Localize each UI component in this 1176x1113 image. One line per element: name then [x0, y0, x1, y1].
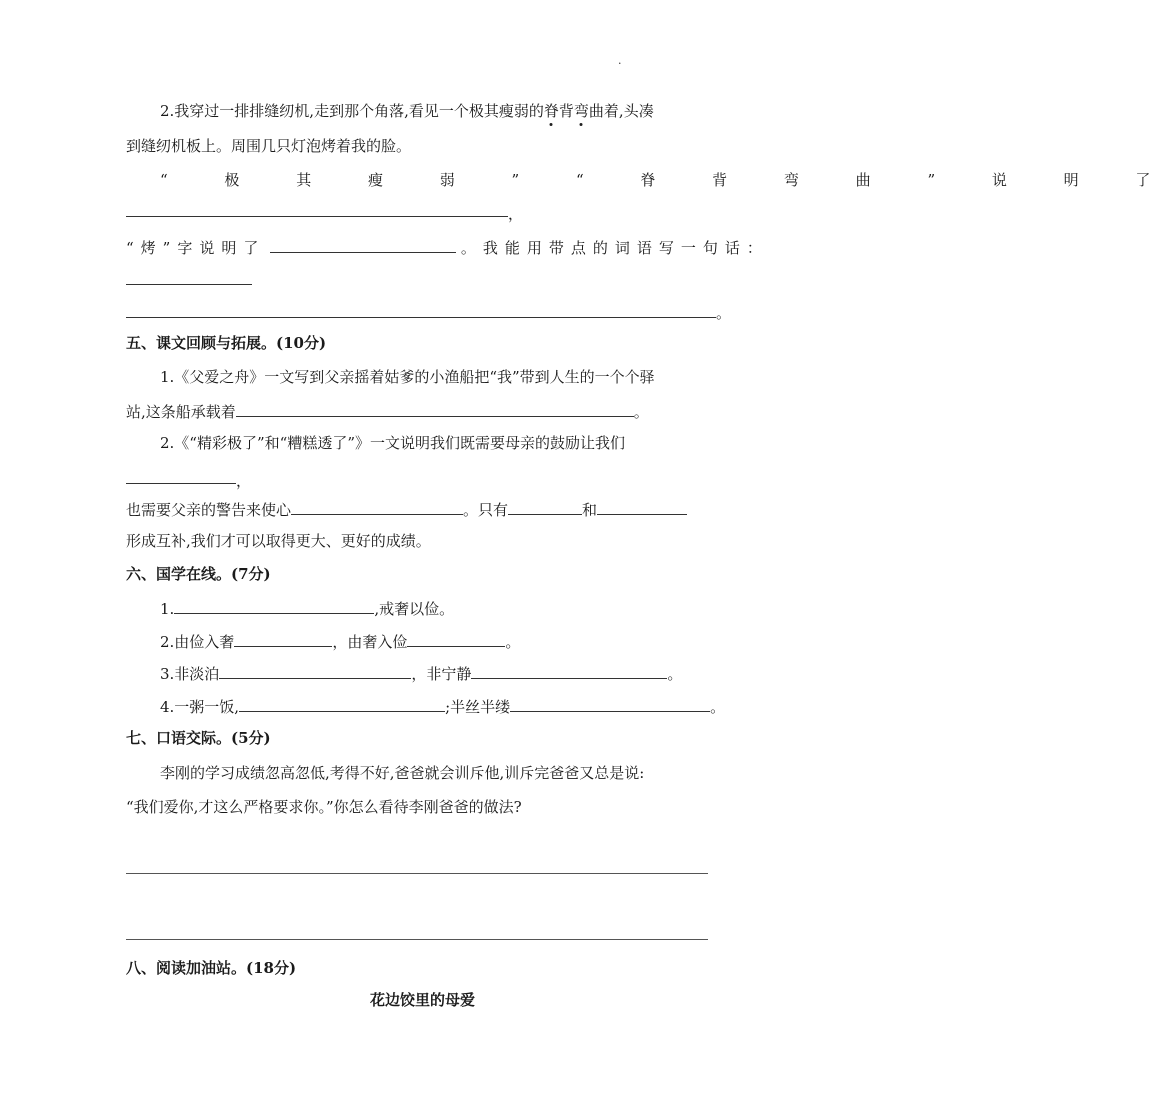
q2-line1	[160, 101, 654, 121]
s5-q2-line3-a: 也需要父亲的警告来使心	[126, 501, 292, 519]
q2-line1-text-b: 背	[558, 102, 574, 120]
reading-passage-title: 花边饺里的母爱	[370, 991, 476, 1009]
answer-line-s5q1[interactable]	[236, 400, 634, 417]
answer-line-q2c[interactable]	[126, 284, 252, 285]
q2-line5-b: 。我能用带点的词语写一句话：	[460, 239, 769, 257]
s6-item2-b: ，由奢入俭	[332, 633, 408, 651]
q2-end-period: 。	[716, 304, 732, 322]
s5-q1-line1: 1.《父爱之舟》一文写到父亲摇着姑爹的小渔船把“我”带到人生的一个个驿	[160, 368, 655, 386]
s6-item1-num: 1.	[160, 600, 175, 618]
emphasized-char-2: 弯	[573, 102, 589, 120]
s6-item4-a: 4.一粥一饭,	[160, 698, 240, 716]
answer-line-q2d[interactable]	[126, 317, 716, 318]
q2-comma: ，	[508, 205, 524, 223]
s7-paragraph-line2: “我们爱你,才这么严格要求你。”你怎么看待李刚爸爸的做法?	[126, 798, 522, 816]
q2-line1-text-d: 着,头凑	[603, 102, 654, 120]
q2-line5-a: “烤”字说明了	[126, 239, 266, 257]
answer-line-s6i4a[interactable]	[239, 695, 445, 712]
answer-line-s5q2a[interactable]	[126, 483, 236, 484]
section6-heading: 六、国学在线。(7分)	[126, 565, 271, 583]
answer-line-s5q2c[interactable]	[508, 498, 582, 515]
s5-q2-line4: 形成互补,我们才可以取得更大、更好的成绩。	[126, 532, 431, 550]
answer-line-s6i2b[interactable]	[407, 630, 505, 647]
answer-line-q2a[interactable]	[126, 216, 508, 217]
s6-item3-b: ，非宁静	[411, 665, 472, 683]
section5-heading: 五、课文回顾与拓展。(10分)	[126, 334, 327, 352]
section7-heading: 七、口语交际。(5分)	[126, 729, 271, 747]
answer-line-s6i3a[interactable]	[219, 662, 411, 679]
s6-item2-c: 。	[505, 633, 521, 651]
q2-line3: “ 极 其 瘦 弱 ” “ 脊 背 弯 曲 ” 说 明 了	[160, 171, 1176, 189]
emphasized-char-1: 脊	[543, 102, 559, 120]
answer-line-s5q2b[interactable]	[291, 498, 463, 515]
s6-item3-a: 3.非淡泊	[160, 665, 220, 683]
top-mark: .	[618, 54, 622, 67]
s5-q2-line3-b: 。只有	[463, 501, 509, 519]
s6-item3-c: 。	[667, 665, 683, 683]
s5-q2-line3-c: 和	[582, 501, 598, 519]
answer-line-s6i1[interactable]	[174, 597, 374, 614]
s5-q1-end: 。	[633, 403, 649, 421]
s5-q2-comma: ，	[236, 472, 252, 490]
q2-line2: 到缝纫机板上。周围几只灯泡烤着我的脸。	[126, 137, 412, 155]
s5-q2-line1: 2.《“精彩极了”和“糟糕透了”》一文说明我们既需要母亲的鼓励让我们	[160, 434, 625, 452]
q2-line1-text-a: 2.我穿过一排排缝纫机,走到那个角落,看见一个极其瘦弱的	[160, 102, 544, 120]
s5-q1-line2: 站,这条船承载着	[126, 403, 236, 421]
section8-heading: 八、阅读加油站。(18分)	[126, 959, 297, 977]
s6-item4-c: 。	[710, 698, 726, 716]
s6-item1-text: ,戒奢以俭。	[374, 600, 455, 618]
q2-line1-text-c: 曲	[588, 102, 604, 120]
s6-item4-b: ;半丝半缕	[445, 698, 511, 716]
answer-line-s5q2d[interactable]	[597, 498, 687, 515]
answer-line-s6i2a[interactable]	[234, 630, 332, 647]
answer-line-s6i3b[interactable]	[471, 662, 667, 679]
answer-line-s7a[interactable]	[126, 873, 708, 874]
answer-line-q2b[interactable]	[270, 236, 456, 253]
s6-item2-a: 2.由俭入奢	[160, 633, 235, 651]
answer-line-s6i4b[interactable]	[510, 695, 710, 712]
answer-line-s7b[interactable]	[126, 939, 708, 940]
s7-paragraph-line1: 李刚的学习成绩忽高忽低,考得不好,爸爸就会训斥他,训斥完爸爸又总是说:	[160, 764, 645, 782]
